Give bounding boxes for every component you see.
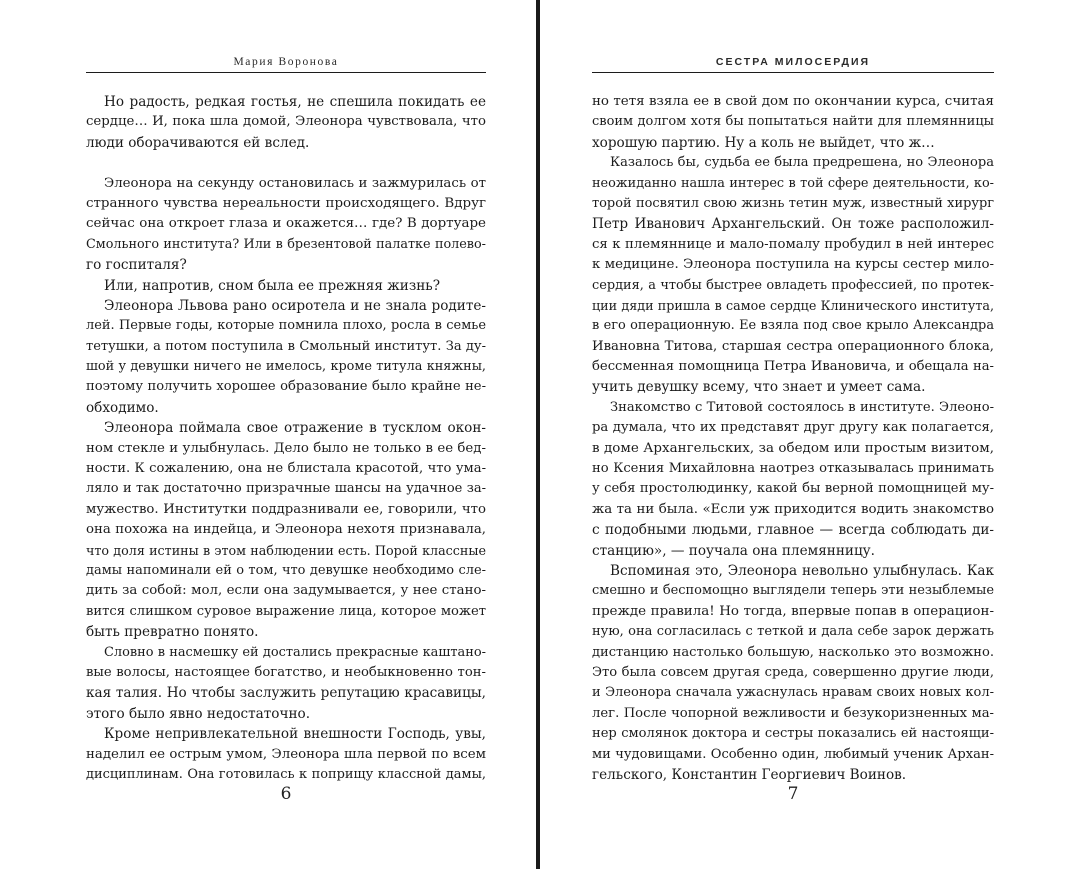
text-line: Знакомство с Титовой состоялось в институте. Элеоно- (610, 399, 994, 415)
text-line: ную, она согласилась с теткой и дала себе зарок держать (592, 624, 994, 640)
text-line: быть превратно понято. (86, 624, 259, 641)
text-line: ности. К сожалению, она не блистала красотой, что ума- (86, 461, 486, 477)
text-line: Элеонора Львова рано осиротела и не знала родите- (104, 297, 486, 314)
text-line: Но радость, редкая гостья, не спешила покидать ее (104, 94, 486, 110)
text-line: с подобными людьми, главное — всегда соблюдать ди- (592, 522, 994, 539)
running-head-rule (592, 72, 994, 73)
text-line: обходимо. (86, 399, 159, 416)
text-line: ном стекле и улыбнулась. Дело было не только в ее бед- (86, 440, 486, 456)
right-page-text (592, 92, 994, 785)
text-line: хорошую партию. Ну а коль не выйдет, что ж… (592, 134, 935, 151)
text-line: шой у девушки ничего не имелось, кроме титула княжны, (86, 359, 486, 375)
text-line: Вспоминая это, Элеонора невольно улыбнулась. Как (610, 562, 994, 579)
text-line: торой посвятил свою жизнь тетин муж, известный хирург (592, 195, 994, 211)
text-line: Кроме непривлекательной внешности Господь, увы, (104, 726, 486, 743)
text-line: сердце… И, пока шла домой, Элеонора чувствовала, что (86, 114, 486, 130)
text-line: жа та ни была. «Если уж приходится водить знакомство (592, 501, 994, 517)
text-line: наделил ее острым умом, Элеонора шла первой по всем (86, 746, 486, 762)
text-line: ра думала, что их представят друг другу как полагается, (592, 420, 994, 436)
page-number: 6 (280, 784, 292, 804)
text-line: лег. После чопорной вежливости и безукоризненных ма- (592, 705, 994, 721)
text-line: ции дяди пришла в самое сердце Клинического института, (592, 297, 994, 313)
text-line: дить за собой: мол, если она задумывается, у нее стано- (86, 583, 486, 599)
page-number: 7 (787, 784, 799, 804)
text-line: ми чудовищами. Особенно один, любимый ученик Архан- (592, 746, 994, 762)
text-line: учить девушку всему, что знает и умеет сама. (592, 379, 926, 396)
text-line: кая талия. Но чтобы заслужить репутацию красавицы, (86, 685, 486, 702)
text-line: прежде правила! Но тогда, впервые попав в операцион- (592, 603, 994, 619)
section-break (86, 153, 486, 173)
text-line: своим долгом хотя бы попытаться найти для племянницы (592, 114, 994, 130)
running-head-title: СЕСТРА МИЛОСЕРДИЯ (715, 56, 871, 68)
text-line: Это была совсем другая среда, совершенно другие люди, (592, 664, 994, 680)
text-line: Словно в насмешку ей достались прекрасные каштано- (104, 644, 486, 660)
text-line: но Ксения Михайловна наотрез отказывалась принимать (592, 461, 994, 477)
text-line: и Элеонора сначала ужаснулась нравам своих новых кол- (592, 685, 994, 701)
text-line: ся к племяннице и мало-помалу пробудил в ней интерес (592, 236, 994, 252)
text-line: дисциплинам. Она готовилась к поприщу классной дамы, (86, 766, 486, 782)
text-line: станцию», — поучала она племянницу. (592, 542, 876, 559)
text-line: в доме Архангельских, за обедом или простым визитом, (592, 440, 994, 456)
running-head-author: Мария Воронова (233, 56, 339, 68)
text-line: Казалось бы, судьба ее была предрешена, но Элеонора (610, 155, 994, 171)
text-line: люди оборачиваются ей вслед. (86, 134, 310, 151)
text-line: Элеонора на секунду остановилась и зажмурилась от (104, 175, 486, 191)
right-page (592, 0, 994, 869)
text-line: странного чувства нереальности происходящего. Вдруг (86, 195, 486, 211)
text-line: сердия, а чтобы быстрее овладеть профессией, по протек- (592, 277, 994, 293)
text-line: дамы напоминали ей о том, что девушке необходимо сле- (86, 562, 486, 578)
text-line: гельского, Константин Георгиевич Воинов. (592, 766, 907, 783)
text-line: нер смолянок доктора и сестры показались ей настоящи- (592, 726, 994, 742)
text-line: неожиданно нашла интерес в той сфере деятельности, ко- (592, 175, 994, 191)
text-line: к медицине. Элеонора поступила на курсы сестер мило- (592, 257, 994, 273)
text-line: но тетя взяла ее в свой дом по окончании курса, считая (592, 94, 994, 109)
text-line: Или, напротив, сном была ее прежняя жизнь? (104, 277, 440, 294)
book-spine-gutter (536, 0, 540, 869)
text-line: у себя простолюдинку, какой бы верной помощницей му- (592, 481, 994, 497)
text-line: мужество. Институтки поддразнивали ее, говорили, что (86, 501, 486, 517)
text-line: ляло и так достаточно призрачные шансы на удачное за- (86, 481, 486, 497)
text-line: вится слишком суровое выражение лица, которое может (86, 603, 486, 619)
text-line: она похожа на индейца, и Элеонора нехотя признавала, (86, 522, 486, 538)
running-head-rule (86, 72, 486, 73)
text-line: дистанцию настолько большую, насколько это возможно. (592, 644, 994, 660)
text-line: поэтому получить хорошее образование было крайне не- (86, 379, 486, 395)
text-line: го госпиталя? (86, 257, 187, 274)
text-line: вые волосы, настоящее богатство, и необыкновенно тон- (86, 664, 486, 680)
left-page-text (86, 92, 486, 785)
text-line: Смольного института? Или в брезентовой палатке полево- (86, 236, 486, 252)
text-line: лей. Первые годы, которые помнила плохо, росла в семье (86, 318, 486, 334)
text-line: бессменная помощница Петра Ивановича, и обещала на- (592, 359, 994, 375)
text-line: Элеонора поймала свое отражение в тусклом окон- (104, 420, 486, 437)
text-line: смешно и беспомощно выглядели теперь эти незыблемые (592, 583, 994, 599)
text-line: Петр Иванович Архангельский. Он тоже расположил- (592, 216, 994, 233)
text-line: этого было явно недостаточно. (86, 705, 311, 722)
text-line: Ивановна Титова, старшая сестра операционного блока, (592, 338, 994, 354)
text-line: в его операционную. Ее взяла под свое крыло Александра (592, 318, 994, 334)
left-page (86, 0, 486, 869)
text-line: сейчас она откроет глаза и окажется… где? В дортуаре (86, 216, 486, 232)
text-line: что доля истины в этом наблюдении есть. Порой классные (86, 542, 486, 558)
text-line: тетушки, а потом поступила в Смольный институт. За ду- (86, 338, 486, 354)
